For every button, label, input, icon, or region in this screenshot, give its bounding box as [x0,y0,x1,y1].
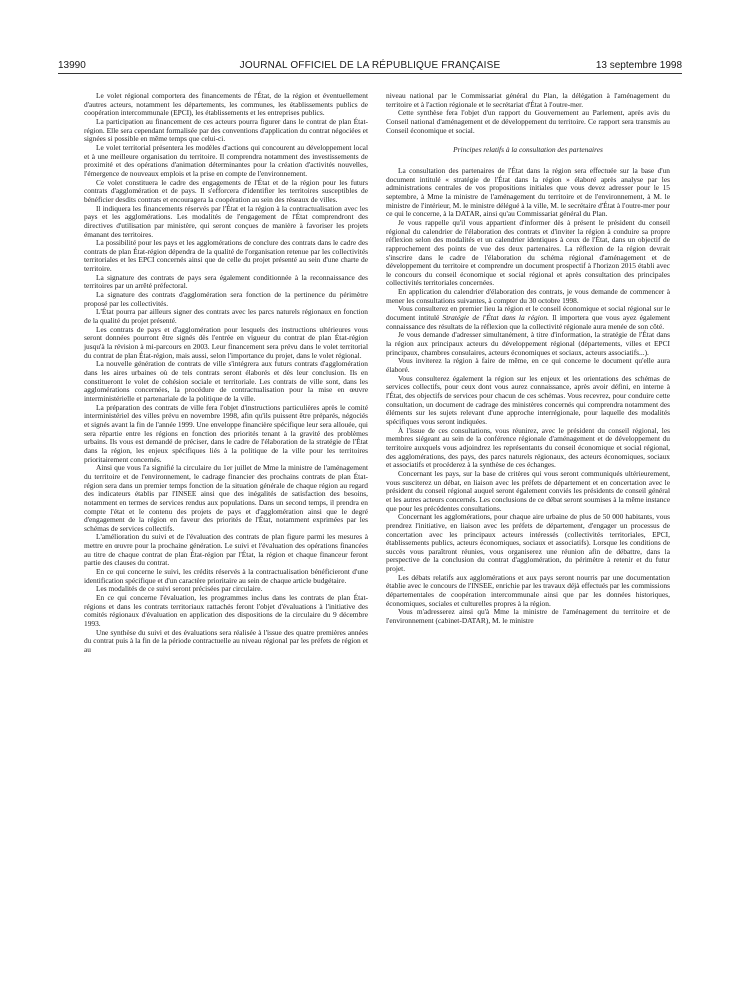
strategy-document-title: Stratégie de l'État dans la région. [442,313,549,323]
right-column [386,92,670,626]
paragraph: La signature des contrats d'agglomération sera fonction de la pertinence du périmètre proposé par les collectivités. [84,290,368,308]
paragraph: Ce volet constituera le cadre des engagements de l'État et de la région pour les futurs contrats d'agglomération et de pays. Il s'efforcera d'identifier les territoires susceptibles de bénéficier desdits contrats et encouragera la coopération au sein des réseaux de villes. [84,177,368,204]
strategy-paragraph [386,305,670,331]
paragraph: L'État pourra par ailleurs signer des contrats avec les parcs naturels régionaux en fonction de la qualité du projet présenté. [84,307,368,326]
publication-date: 13 septembre 1998 [595,60,682,71]
paragraph: Cette synthèse fera l'objet d'un rapport du Gouvernement au Parlement, après avis du Conseil national d'aménagement et de développement du territoire. Ce rapport sera transmis au Conseil économique et social. [386,108,670,135]
paragraph: La possibilité pour les pays et les agglomérations de conclure des contrats dans le cadre des contrats de plan État-région dépendra de la qualité de l'organisation retenue par les collectivités territoriales et les EPCI concernés ainsi que de celle du projet présenté au sein d'une charte de territoire. [84,238,368,274]
paragraph: La signature des contrats de pays sera également conditionnée à la reconnaissance des territoires par un arrêté préfectoral. [84,272,368,291]
paragraph: En ce qui concerne l'évaluation, les programmes inclus dans les contrats de plan État-régions et dans les contrats territoriaux rattachés feront l'objet d'évaluations à l'initiative des comités régionaux d'évaluation en application des dispositions de la circulaire du 9 décembre 1993. [84,593,368,629]
paragraph: Concernant les pays, sur la base de critères qui vous seront communiqués ultérieurement, vous susciterez un débat, en liaison avec les préfets de département et en concertation avec le président du conseil régional auquel seront également conviés les présidents de conseil général et les autres acteurs concernés. Les conclusions de ce débat seront soumises à la même instance que pour les précédentes consultations. [386,468,670,513]
paragraph: La participation au financement de ces acteurs pourra figurer dans le contrat de plan État-région. Elle sera cependant formalisée par des conventions d'application du contrat négociées et signées si possible en même temps que celui-ci. [84,116,368,144]
paragraph: Les modalités de ce suivi seront précisées par circulaire. [96,584,263,594]
paragraph: Concernant les agglomérations, pour chaque aire urbaine de plus de 50 000 habitants, vous prendrez l'initiative, en liaison avec les préfets de département, d'engager un processus de concertation avec les principaux acteurs intéressés (collectivités territoriales, EPCI, établissements publics, acteurs économiques, sociaux et associatifs). Lorsque les conditions de succès vous paraîtront réunies, vous organiserez une réunion afin de débattre, dans la perspective de la conclusion du contrat d'agglomération, du périmètre à retenir et du futur projet. [386,512,670,574]
page-number: 13990 [58,60,86,71]
paragraph: Vous inviterez la région à faire de même, en ce qui concerne le document qu'elle aura élaboré. [386,356,670,375]
paragraph: La nouvelle génération de contrats de ville s'intégrera aux futurs contrats d'agglomération dans les aires urbaines où de tels contrats seront élaborés et dès leur conclusion. Ils en constitueront le volet de cohésion sociale et territoriale. Les contrats de ville sont, dans les agglomérations concernées, la procédure de contractualisation pour la mise en œuvre interministérielle et partenariale de la politique de la ville. [84,359,368,403]
paragraph: Le volet régional comportera des financements de l'État, de la région et éventuellement d'autres acteurs, notamment les départements, les communes, les établissements publics de coopération intercommunale (EPCI), les établissements et les entreprises publics. [84,91,368,118]
paragraph: Vous consulterez également la région sur les enjeux et les orientations des schémas de services collectifs, pour ceux dont vous aurez connaissance, après avoir défini, en interne à l'État, des objectifs de services pour chacun de ces schémas. Vous recevrez, pour conduire cette consultation, un document de cadrage des ministères concernés qui comprendra notamment des éléments sur les sujets relevant d'une approche interrégionale, pour laquelle des modalités spécifiques vous seront indiquées. [386,373,670,426]
section-heading: Principes relatifs à la consultation des partenaires [453,145,603,155]
paragraph: Une synthèse du suivi et des évaluations sera réalisée à l'issue des quatre premières années du contrat puis à la fin de la période contractuelle au niveau régional par les préfets de région et au [84,627,368,654]
header-rule [58,73,682,74]
paragraph: Je vous demande d'adresser simultanément, à titre d'information, la stratégie de l'État dans la région aux principaux acteurs du développement régional (départements, villes et EPCI principaux, chambres consulaires, acteurs économiques et sociaux, acteurs associatifs...). [386,330,670,357]
paragraph: En ce qui concerne le suivi, les crédits réservés à la contractualisation bénéficieront d'une identification spécifique et d'un caractère prioritaire au sein de chaque article budgétaire. [84,567,368,585]
paragraph: À l'issue de ces consultations, vous réunirez, avec le président du conseil régional, les membres siégeant au sein de la conférence régionale d'aménagement et de développement du territoire auxquels vous adjoindrez les représentants du conseil économique et social régional, des agglomérations, des pays, des parcs naturels régionaux, des acteurs économiques, sociaux et associatifs et procéderez à la synthèse de ces échanges. [386,425,670,470]
paragraph: Vous m'adresserez ainsi qu'à Mme la ministre de l'aménagement du territoire et de l'environnement (cabinet-DATAR), M. le ministre [386,607,670,626]
left-column [84,92,368,655]
journal-title: JOURNAL OFFICIEL DE LA RÉPUBLIQUE FRANÇAISE [239,60,501,71]
paragraph: niveau national par le Commissariat général du Plan, la délégation à l'aménagement du territoire et à l'action régionale et le secrétariat d'État à l'outre-mer. [386,91,670,109]
paragraph: En application du calendrier d'élaboration des contrats, je vous demande de commencer à mener les consultations suivantes, à compter du 30 octobre 1998. [386,287,670,305]
paragraph: La préparation des contrats de ville fera l'objet d'instructions particulières après le comité interministériel des villes prévu en novembre 1998, afin qu'ils puissent être préparés, négociés et signés avant la fin de l'année 1999. Une enveloppe financière spécifique leur sera allouée, qui sera répartie entre les régions en fonction des priorités tenant à la gravité des problèmes urbains. Ils vous est demandé de préciser, dans le cadre de l'élaboration de la stratégie de l'État dans la région, les enjeux spécifiques liés à la politique de la ville pour les territoires prioritairement concernés. [84,402,368,464]
paragraph: Les débats relatifs aux agglomérations et aux pays seront nourris par une documentation établie avec le concours de l'INSEE, enrichie par les travaux déjà effectués par les commissions départementales de coopération intercommunale ainsi que par les données historiques, économiques, sociales et culturelles propres à la région. [386,572,670,608]
strategy-text-after: Il importera que vous ayez également connaissance des résultats de la réflexion que la collectivité régionale aura menée de son côté. [386,313,671,331]
page-header [58,58,682,74]
paragraph: Les contrats de pays et d'agglomération pour lesquels des instructions ultérieures vous seront données pourront être signés dès l'entrée en vigueur du contrat de plan État-région jusqu'à la révision à mi-parcours en 2003. Leur financement sera prévu dans le volet territorial du contrat de plan État-région, mais aussi, selon l'importance du projet, dans le volet régional. [84,324,368,360]
paragraph: Ainsi que vous l'a signifié la circulaire du 1er juillet de Mme la ministre de l'aménagement du territoire et de l'environnement, le cadrage financier des prochains contrats de plan État-région sera dans un premier temps fonction de la situation générale de chaque région au regard des indicateurs établis par l'INSEE ainsi que des inégalités de satisfaction des besoins, notamment en termes de services rendus aux populations. Dans un second temps, il prendra en compte l'état et le contenu des projets de pays et d'agglomération ainsi que le degré d'engagement de la région en faveur des priorités de l'État, notamment exprimées par les schémas de services collectifs. [84,463,368,533]
paragraph: Le volet territorial présentera les modèles d'actions qui concourent au développement local et à une meilleure organisation du territoire. Il comprendra notamment des investissements de proximité et des opérations d'animation déterminantes pour la création d'activités nouvelles, l'émergence de nouveaux emplois et la prise en compte de l'environnement. [84,142,368,178]
strategy-text-before: Vous consulterez en premier lieu la région et le conseil économique et social régional sur le document intitulé [386,304,670,323]
paragraph: Je vous rappelle qu'il vous appartient d'informer dès à présent le président du conseil régional du calendrier de l'élaboration des contrats et d'inviter la région à conduire sa propre réflexion selon des modalités et un calendrier identiques à ceux de l'État, dans un objectif de rapprochement des points de vue des deux partenaires. La réflexion de la région devrait s'inscrire dans le cadre de l'élaboration du schéma régional d'aménagement et de développement du territoire et comprendre un document prospectif à l'horizon 2015 établi avec le concours du conseil économique et social régional et après consultation des principales collectivités territoriales concernées. [386,217,670,288]
paragraph: Il indiquera les financements réservés par l'État et la région à la contractualisation avec les pays et les agglomérations. Les modalités de l'engagement de l'État comprendront des directives d'utilisation par ministère, qui seront conçues de manière à favoriser les projets émanant des territoires. [84,203,368,239]
paragraph: L'amélioration du suivi et de l'évaluation des contrats de plan figure parmi les mesures à mettre en œuvre pour la prochaine génération. Le suivi et l'évaluation des opérations financées au titre de chaque contrat de plan État-région par l'État, la région et chaque financeur feront partie des clauses du contrat. [84,532,368,568]
paragraph: La consultation des partenaires de l'État dans la région sera effectuée sur la base d'un document intitulé « stratégie de l'État dans la région » élaboré après analyse par les administrations centrales de vos propositions initiales que vous devez adresser pour le 15 septembre, à Mme la ministre de l'aménagement du territoire et de l'environnement, à M. le ministre de l'intérieur, M. le ministre délégué à la ville, M. le secrétaire d'État à l'outre-mer pour ce qui le concerne, à la DATAR, ainsi qu'au Commissariat général du Plan. [386,165,670,219]
